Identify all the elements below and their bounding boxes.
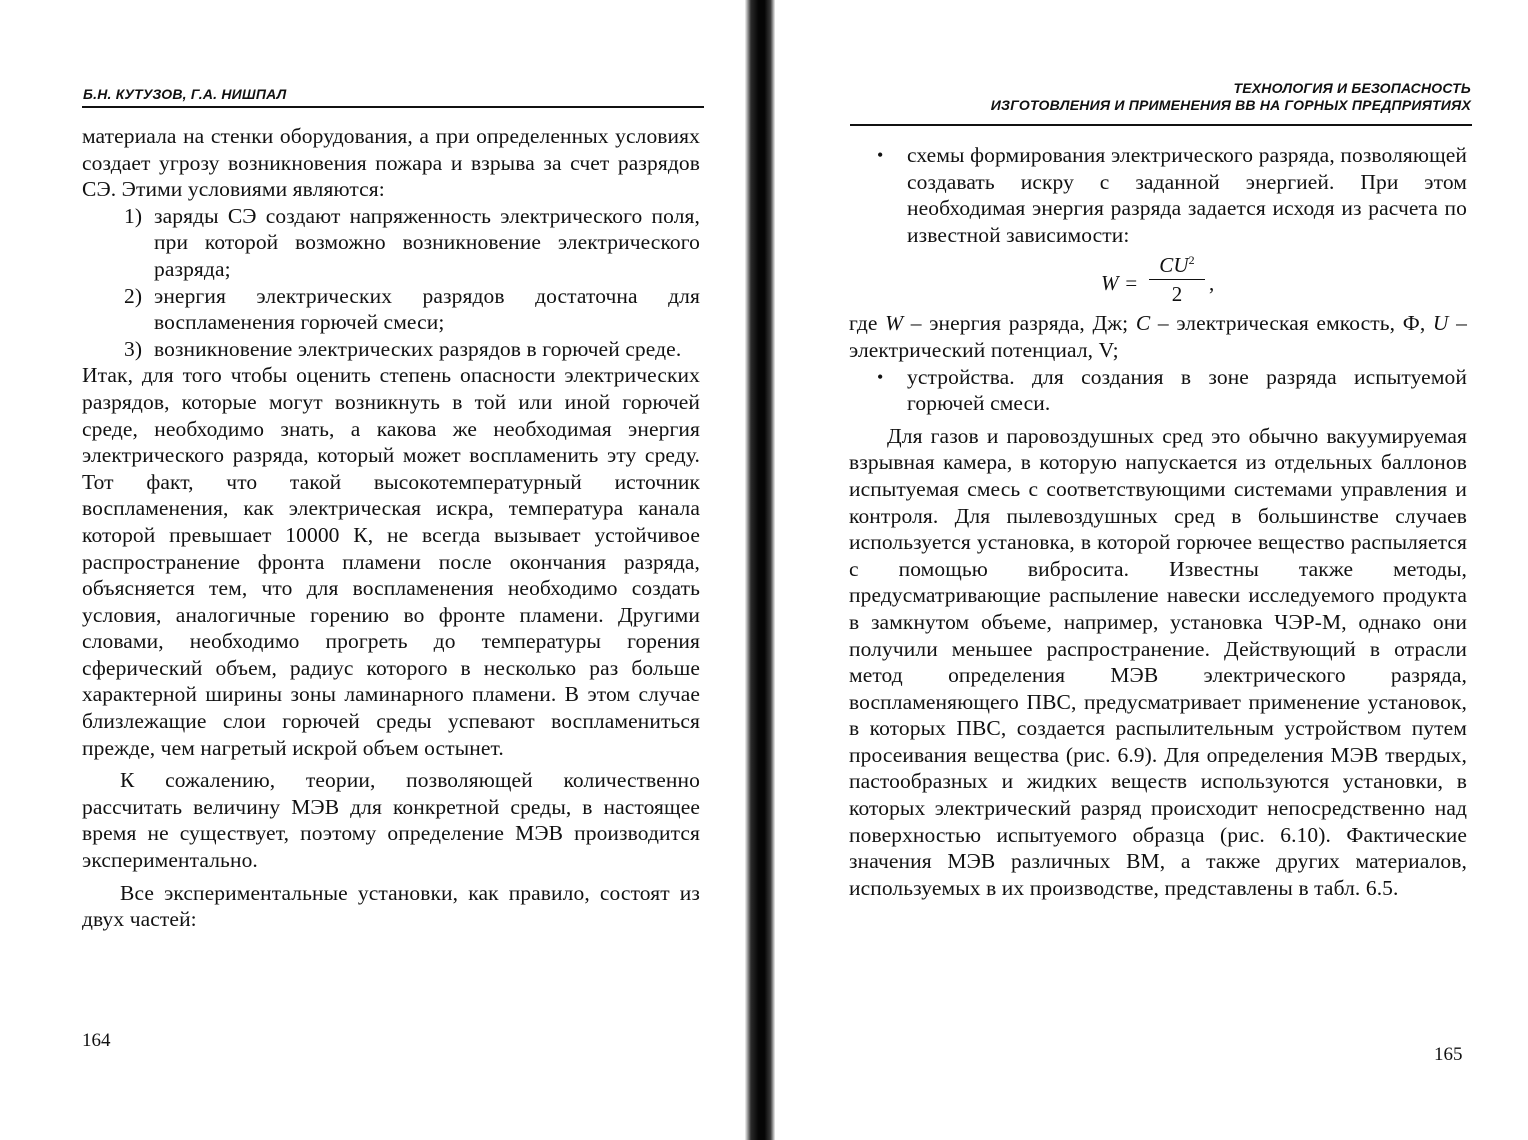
list-item-text: возникновение электрических разрядов в горючей среде. xyxy=(154,336,682,361)
symbol-u: U xyxy=(1432,311,1449,336)
list-item xyxy=(124,283,700,336)
legend-text: – электрическая емкость, Ф, xyxy=(1150,311,1433,336)
formula-numerator xyxy=(1149,248,1205,280)
running-header-title xyxy=(991,80,1471,114)
right-body xyxy=(849,142,1467,901)
book-spine-gutter xyxy=(745,0,775,1140)
formula-lhs: W = xyxy=(1101,271,1139,296)
list-item xyxy=(124,203,700,283)
body-paragraph: Итак, для того чтобы оценить степень опасности электрических разрядов, которые могут возникнуть в той или иной горючей среде, необходимо знать, а какова же необходимая энергия электрического разряда, который может воспламенить эту среду. Тот факт, что такой высокотемпературный источник воспламенения, как электрическая искра, температура канала которой превышает 10000 К, не всегда вызывает устойчивое распространение фронта пламени после окончания разряда, объясняется тем, что для воспламенения необходимо создать условия, аналогичные горению во фронте пламени. Другими словами, необходимо прогреть до температуры горения сферический объем, радиус которого в несколько раз больше характерной ширины зоны ламинарного пламени. В этом случае близлежащие слои горючей среды успевают воспламениться прежде, чем нагретый искрой объем остынет. xyxy=(82,363,700,760)
formula-exponent: 2 xyxy=(1188,253,1195,268)
header-line: ИЗГОТОВЛЕНИЯ И ПРИМЕНЕНИЯ ВВ НА ГОРНЫХ ПРЕДПРИЯТИЯХ xyxy=(990,97,1471,113)
running-header-authors: Б.Н. КУТУЗОВ, Г.А. НИШПАЛ xyxy=(83,86,287,102)
formula-fraction xyxy=(1149,248,1205,308)
header-line: ТЕХНОЛОГИЯ И БЕЗОПАСНОСТЬ xyxy=(1233,80,1471,96)
legend-text: где xyxy=(849,311,886,336)
list-item-text: устройства. для создания в зоне разряда испытуемой горючей смеси. xyxy=(907,364,1467,416)
numerator-text: CU xyxy=(1159,253,1189,278)
list-item xyxy=(877,364,1467,417)
list-item-text: заряды СЭ создают напряженность электрического поля, при которой возможно возникновение электрического разряда; xyxy=(154,203,700,281)
page-number: 165 xyxy=(1434,1044,1463,1065)
list-item xyxy=(877,142,1467,248)
list-number: 1) xyxy=(124,203,143,228)
page-number: 164 xyxy=(82,1030,111,1051)
body-paragraph: Для газов и паровоздушных сред это обычно вакуумируемая взрывная камера, в которую напускается из отдельных баллонов испытуемая смесь с соответствующими системами управления и контроля. Для пылевоздушных сред в большинстве случаев используется установка, в которой горючее вещество распыляется с помощью вибросита. Известны также методы, предусматривающие распыление навески исследуемого продукта в замкнутом объеме, например, установка ЧЭР-М, однако они получили меньшее распространение. Действующий в отрасли метод определения МЭВ электрического разряда, воспламеняющего ПВС, предусматривает применение установок, в которых ПВС, создается распылительным устройством путем просеивания вещества (рис. 6.9). Для определения МЭВ твердых, пастообразных и жидких веществ используются установки, в которых электрический разряд происходит непосредственно над поверхностью испытуемого образца (рис. 6.10). Фактические значения МЭВ различных ВМ, а также других материалов, используемых в их производстве, представлены в табл. 6.5. xyxy=(849,423,1467,900)
bullet-icon: • xyxy=(877,145,884,165)
body-paragraph: К сожалению, теории, позволяющей количественно рассчитать величину МЭВ для конкретной среды, в настоящее время не существует, поэтому определение МЭВ производится экспериментально. xyxy=(82,768,700,873)
header-rule xyxy=(82,106,704,108)
formula-legend xyxy=(849,310,1467,363)
bullet-list xyxy=(849,364,1467,417)
bullet-list xyxy=(849,142,1467,248)
formula-comma: , xyxy=(1209,271,1215,296)
right-page xyxy=(775,0,1528,1140)
list-item xyxy=(124,336,700,363)
symbol-w: W xyxy=(885,311,904,336)
list-item-text: схемы формирования электрического разряда, позволяющей создавать искру с заданной энергией. При этом необходимая энергия разряда задается исходя из расчета по известной зависимости: xyxy=(907,143,1467,247)
body-paragraph: Все экспериментальные установки, как правило, состоят из двух частей: xyxy=(82,880,700,932)
left-page xyxy=(0,0,745,1140)
intro-paragraph: материала на стенки оборудования, а при определенных условиях создает угрозу возникновения пожара и взрыва за счет разрядов СЭ. Этими условиями являются: xyxy=(82,124,700,202)
left-body xyxy=(82,123,700,933)
list-number: 2) xyxy=(124,283,143,308)
legend-text: – энергия разряда, Дж; xyxy=(903,311,1136,336)
conditions-list xyxy=(82,203,700,363)
symbol-c: C xyxy=(1135,311,1151,336)
list-number: 3) xyxy=(124,336,143,361)
legend-text: – электрический потенциал, V; xyxy=(849,311,1467,362)
energy-formula xyxy=(849,248,1467,310)
list-item-text: энергия электрических разрядов достаточна для воспламенения горючей смеси; xyxy=(154,283,700,335)
formula-denominator: 2 xyxy=(1171,282,1183,307)
bullet-icon: • xyxy=(877,366,884,387)
header-rule xyxy=(850,124,1472,126)
